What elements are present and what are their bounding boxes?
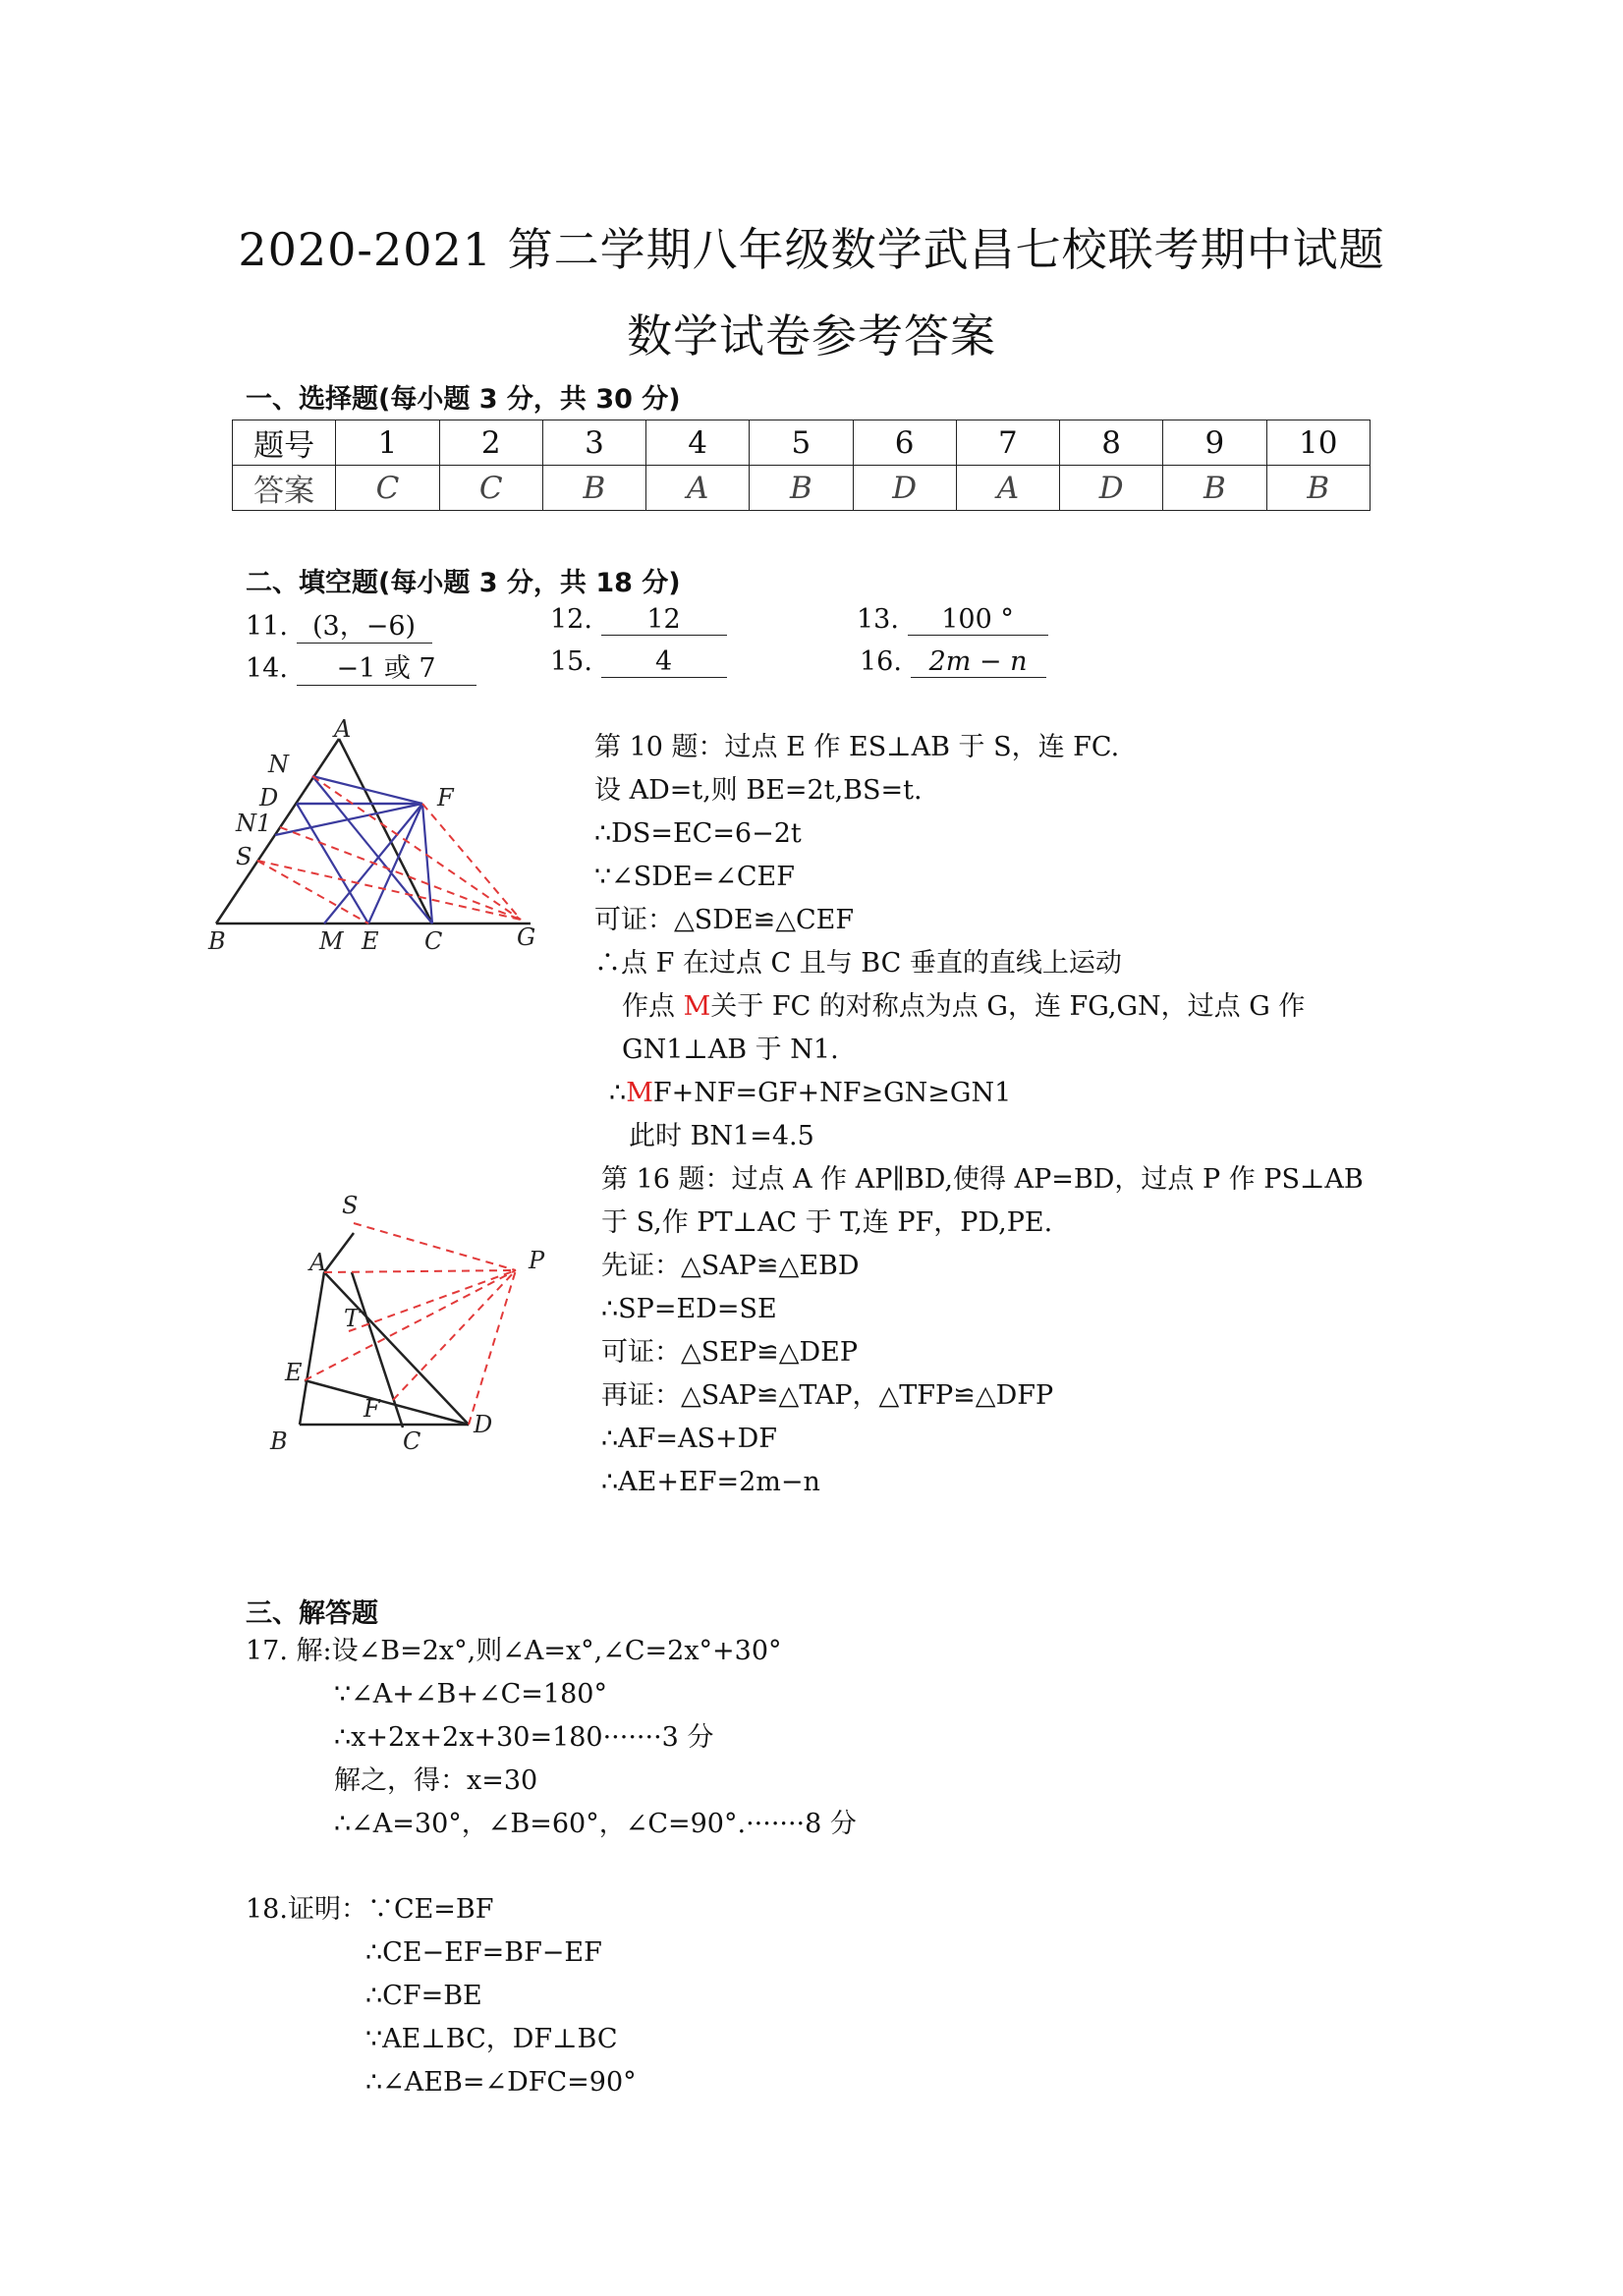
table-cell: A (646, 466, 750, 511)
table-cell: C (439, 466, 542, 511)
table-cell: D (853, 466, 956, 511)
figure-label: S (342, 1192, 359, 1219)
q17-line: ∴∠A=30°，∠B=60°，∠C=90°.·······8 分 (334, 1809, 857, 1839)
q10-line: GN1⊥AB 于 N1. (622, 1035, 839, 1065)
figure-label: M (319, 927, 344, 953)
table-cell: 8 (1060, 420, 1163, 466)
q10-line: ∴DS=EC=6−2t (594, 818, 802, 849)
figure-label: A (334, 717, 352, 743)
section-heading-solve: 三、解答题 (246, 1598, 378, 1629)
table-cell: 1 (336, 420, 439, 466)
section-heading-choice: 一、选择题(每小题 3 分，共 30 分) (246, 384, 681, 415)
fill-item-13: 13. 100 ° (857, 604, 1048, 636)
table-cell: B (1266, 466, 1370, 511)
fill-answer: −1 或 7 (297, 646, 476, 686)
table-cell: 4 (646, 420, 750, 466)
fill-answer: (3，−6) (297, 604, 432, 644)
fill-item-14: 14. −1 或 7 (246, 646, 476, 686)
q16-line: 再证：△SAP≌△TAP，△TFP≌△DFP (601, 1380, 1054, 1411)
q10-line: ∴MF+NF=GF+NF≥GN≥GN1 (609, 1078, 1012, 1108)
q16-line: ∴AE+EF=2m−n (601, 1467, 820, 1497)
table-row (233, 420, 1371, 466)
section-heading-fill: 二、填空题(每小题 3 分，共 18 分) (246, 568, 681, 598)
q10-line: ∴点 F 在过点 C 且与 BC 垂直的直线上运动 (594, 948, 1122, 979)
figure-label: G (517, 924, 536, 951)
red-point-m: M (683, 991, 711, 1022)
table-cell: B (750, 466, 853, 511)
q17-line: ∵∠A+∠B+∠C=180° (334, 1679, 607, 1709)
table-cell: 3 (542, 420, 645, 466)
figure-label: F (437, 784, 454, 812)
figure-label: N1 (236, 810, 272, 837)
figure-label: D (474, 1411, 493, 1438)
q18-line: ∴CF=BE (365, 1981, 482, 2011)
fill-answer: 12 (601, 604, 727, 636)
fill-item-16: 16. 2m − n (860, 646, 1046, 678)
table-cell: 5 (750, 420, 853, 466)
q18-line: ∴CE−EF=BF−EF (365, 1937, 602, 1968)
table-cell: B (542, 466, 645, 511)
figure-label: D (259, 784, 279, 812)
page-title: 2020-2021 第二学期八年级数学武昌七校联考期中试题 (238, 223, 1385, 276)
fill-item-12: 12. 12 (550, 604, 727, 636)
q16-line: ∴AF=AS+DF (601, 1424, 778, 1454)
page-subtitle: 数学试卷参考答案 (627, 309, 996, 363)
figure-label: F (364, 1395, 380, 1423)
table-cell: D (1060, 466, 1163, 511)
figure-label: N (268, 751, 289, 778)
table-cell: 6 (853, 420, 956, 466)
q16-line: 可证：△SEP≌△DEP (601, 1337, 859, 1368)
q10-line: 此时 BN1=4.5 (629, 1121, 814, 1151)
figure-label: A (309, 1249, 327, 1276)
q10-line: ∵∠SDE=∠CEF (594, 862, 796, 892)
red-point-m: M (626, 1078, 653, 1108)
table-row (233, 466, 1371, 511)
figure-label: E (362, 927, 379, 953)
table-cell: 10 (1266, 420, 1370, 466)
figure-label: C (424, 927, 443, 953)
figure-label: B (270, 1428, 288, 1455)
fill-answer: 2m − n (911, 646, 1046, 678)
q16-line: 于 S,作 PT⊥AC 于 T,连 PF，PD,PE. (601, 1207, 1053, 1238)
q16-line: 先证：△SAP≌△EBD (601, 1251, 860, 1281)
table-cell: 9 (1163, 420, 1266, 466)
q10-line: 设 AD=t,则 BE=2t,BS=t. (594, 775, 923, 806)
q10-line: 第 10 题：过点 E 作 ES⊥AB 于 S，连 FC. (594, 732, 1120, 762)
q16-figure (265, 1184, 560, 1459)
table-cell: 2 (439, 420, 542, 466)
figure-label: P (529, 1247, 545, 1274)
figure-label: C (403, 1428, 421, 1455)
q18-line: 18.证明：∵CE=BF (246, 1894, 494, 1925)
q16-line: ∴SP=ED=SE (601, 1294, 777, 1324)
q16-line: 第 16 题：过点 A 作 AP∥BD,使得 AP=BD，过点 P 作 PS⊥AB (601, 1164, 1364, 1195)
fill-item-11: 11. (3，−6) (246, 604, 432, 644)
figure-label: T (344, 1305, 361, 1332)
figure-label: B (208, 927, 226, 953)
q18-line: ∴∠AEB=∠DFC=90° (365, 2067, 637, 2098)
q10-line: 可证：△SDE≌△CEF (594, 905, 855, 935)
q17-line: ∴x+2x+2x+30=180·······3 分 (334, 1722, 714, 1753)
row-label: 题号 (233, 420, 336, 466)
figure-label: E (285, 1359, 303, 1386)
q10-figure (196, 717, 550, 953)
figure-label: S (236, 843, 252, 870)
table-cell: A (956, 466, 1059, 511)
answer-table (232, 420, 1371, 511)
table-cell: 7 (956, 420, 1059, 466)
table-cell: C (336, 466, 439, 511)
q10-line: 作点 M关于 FC 的对称点为点 G，连 FG,GN，过点 G 作 (622, 991, 1306, 1022)
q17-line: 17. 解:设∠B=2x°,则∠A=x°,∠C=2x°+30° (246, 1636, 782, 1666)
fill-item-15: 15. 4 (550, 646, 727, 678)
fill-answer: 100 ° (908, 604, 1048, 636)
table-cell: B (1163, 466, 1266, 511)
row-label: 答案 (233, 466, 336, 511)
fill-answer: 4 (601, 646, 727, 678)
q18-line: ∵AE⊥BC，DF⊥BC (365, 2024, 618, 2054)
q17-line: 解之，得：x=30 (334, 1765, 538, 1796)
